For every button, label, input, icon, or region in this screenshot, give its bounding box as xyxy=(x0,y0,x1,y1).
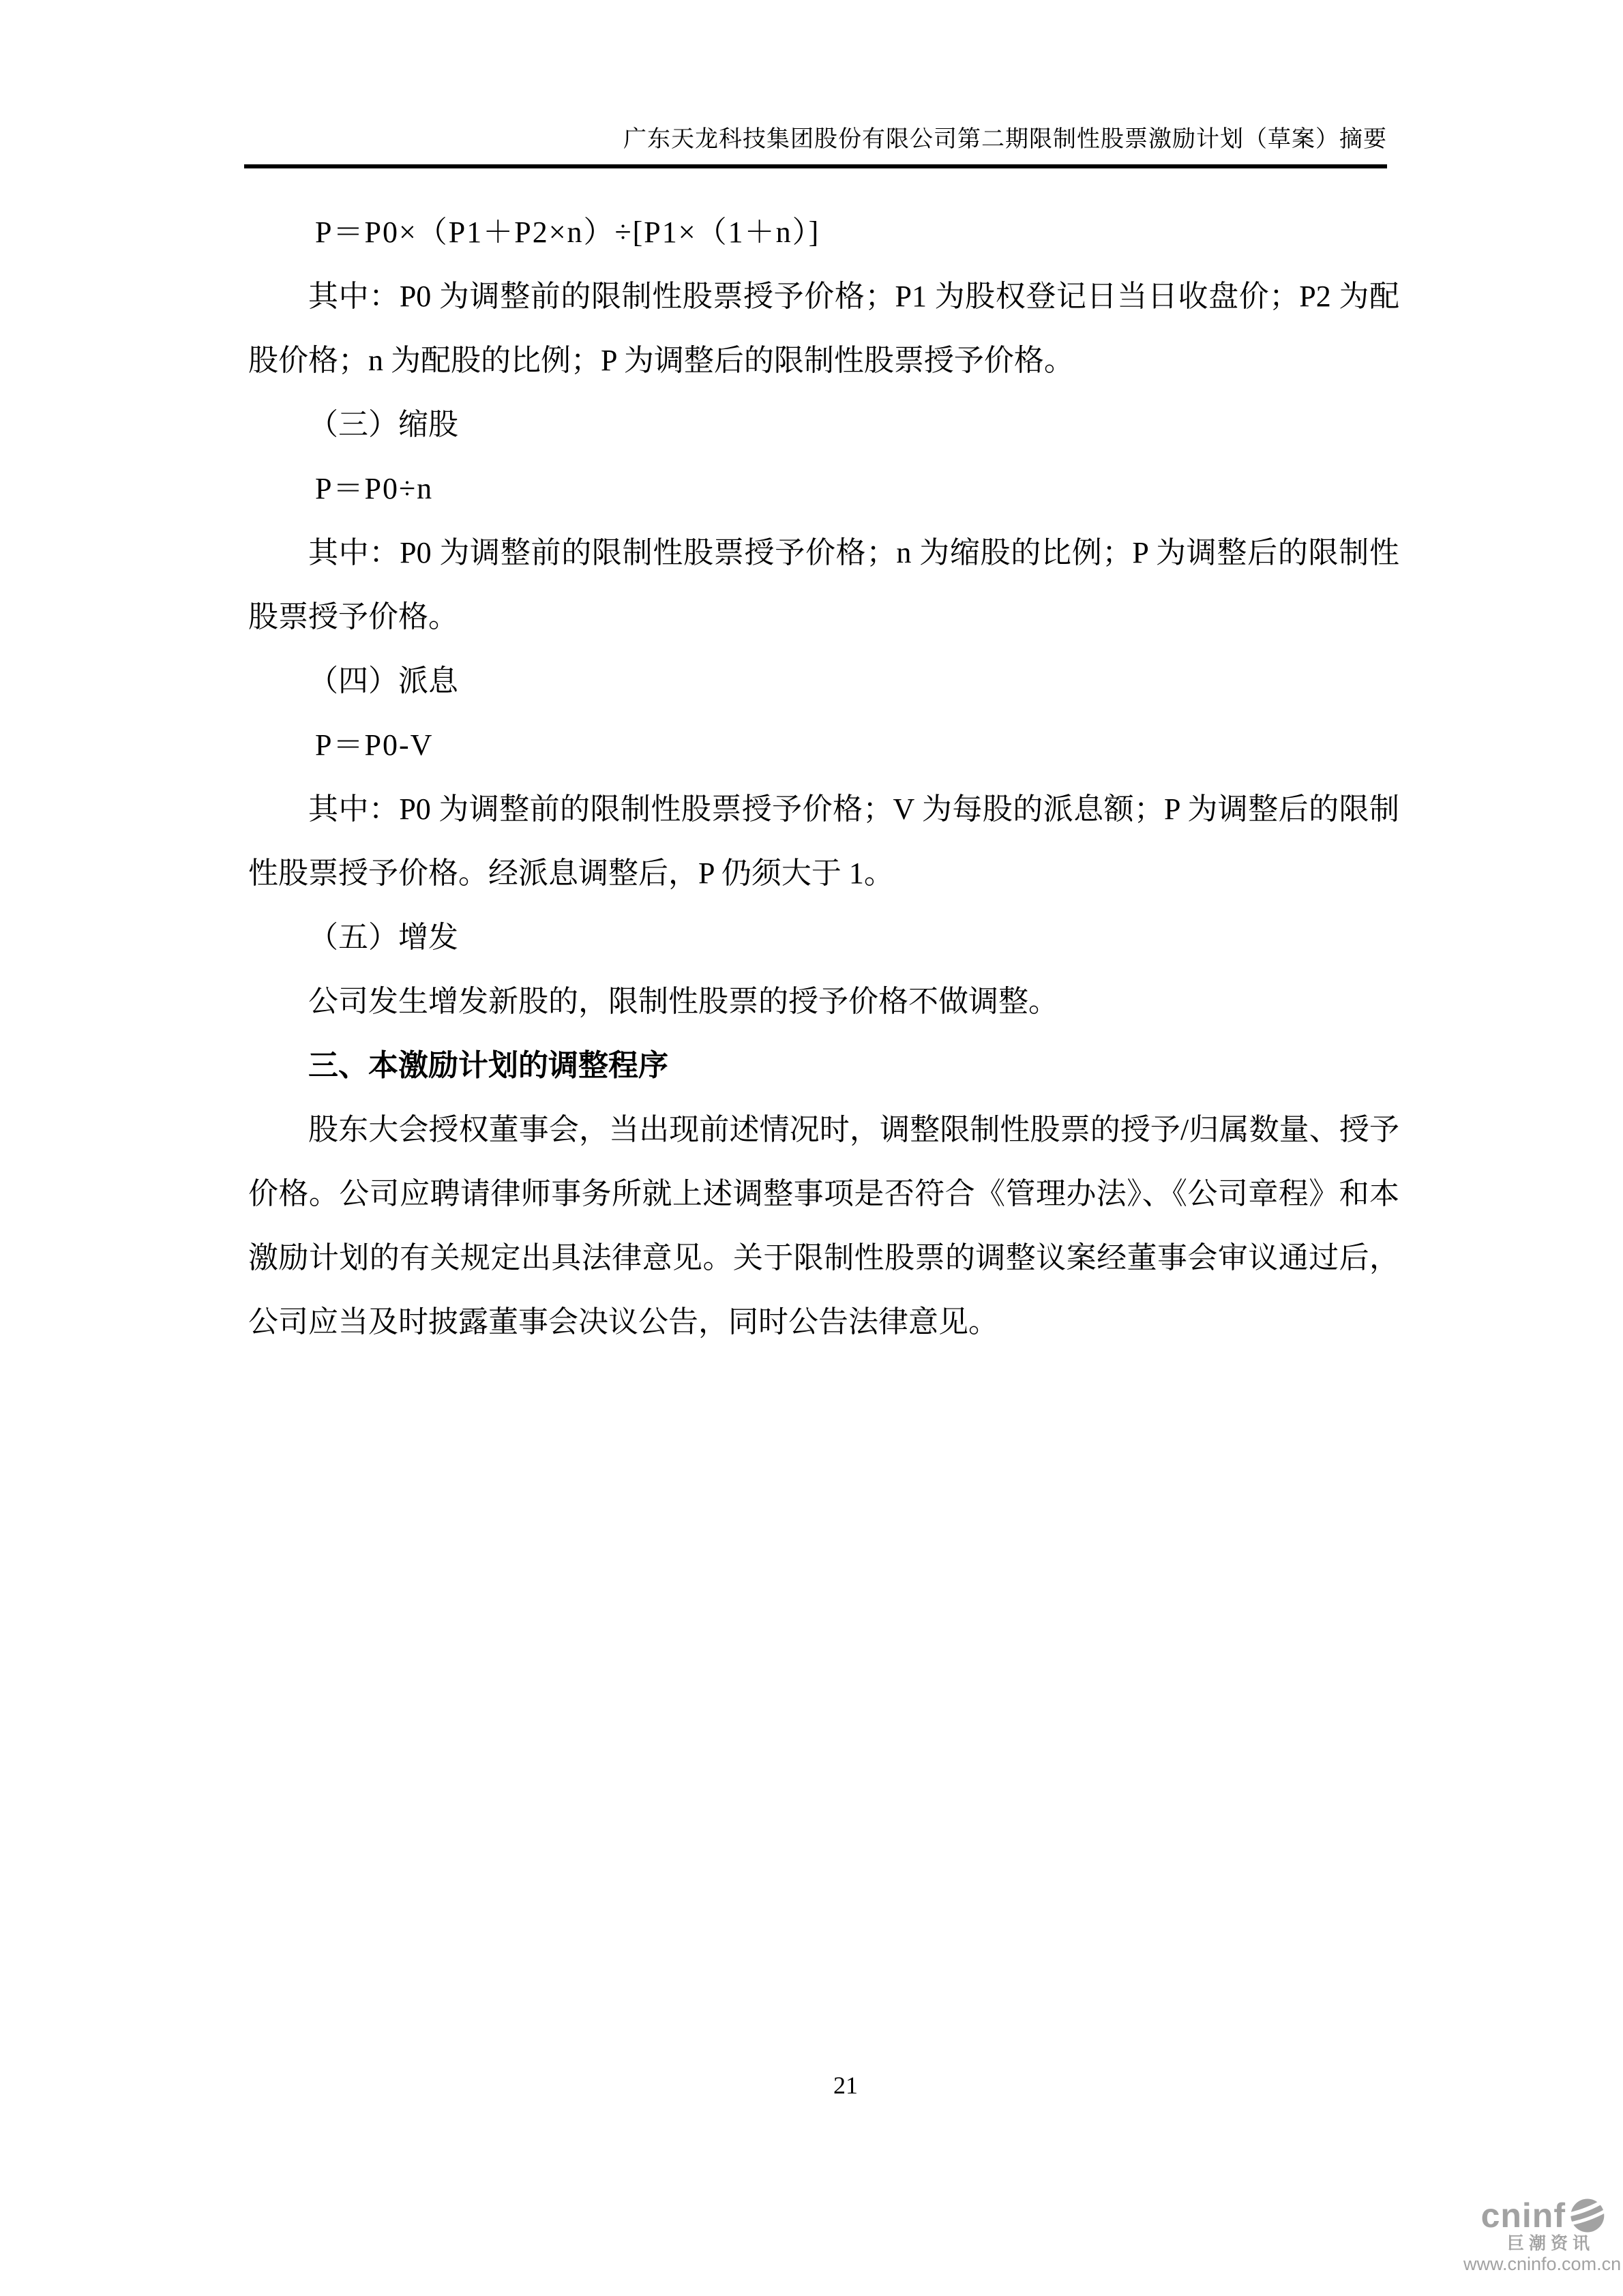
formula-share-consolidation: P＝P0÷n xyxy=(315,472,434,505)
cninfo-logo-text: cninf xyxy=(1480,2196,1566,2235)
cninfo-globe-icon xyxy=(1568,2197,1605,2234)
formula-rights-issue: P＝P0×（P1＋P2×n）÷[P1×（1＋n）] xyxy=(315,215,820,249)
page-number: 21 xyxy=(833,2072,858,2099)
para-additional-issuance: 公司发生增发新股的，限制性股票的授予价格不做调整。 xyxy=(308,985,1058,1018)
para-adjustment-procedure: 股东大会授权董事会，当出现前述情况时，调整限制性股票的授予/归属数量、授予价格。公司应聘请律师事务所就上述调整事项是否符合《管理办法》、《公司章程》和本激励计划的有关规定出具法律意见。关于限制性股票的调整议案经董事会审议通过后，公司应当及时披露董事会决议公告，同时公告法律意见。 xyxy=(248,1113,1399,1339)
heading-share-consolidation: （三）缩股 xyxy=(308,408,458,441)
cninfo-logo-row xyxy=(1463,2197,1618,2234)
para-rights-issue-definitions: 其中：P0 为调整前的限制性股票授予价格；P1 为股权登记日当日收盘价；P2 为配股价格；n 为配股的比例；P 为调整后的限制性股票授予价格。 xyxy=(248,280,1399,377)
heading-dividend: （四）派息 xyxy=(308,664,458,698)
cninfo-watermark xyxy=(1463,2196,1622,2275)
para-share-consolidation-definitions: 其中：P0 为调整前的限制性股票授予价格；n 为缩股的比例；P 为调整后的限制性股票授予价格。 xyxy=(248,536,1399,633)
para-dividend-definitions: 其中：P0 为调整前的限制性股票授予价格；V 为每股的派息额；P 为调整后的限制性股票授予价格。经派息调整后，P 仍须大于 1。 xyxy=(248,792,1399,890)
header-title: 广东天龙科技集团股份有限公司第二期限制性股票激励计划（草案）摘要 xyxy=(623,127,1387,152)
heading-additional-issuance: （五）增发 xyxy=(308,921,458,954)
cninfo-url: www.cninfo.com.cn xyxy=(1463,2254,1622,2274)
formula-dividend: P＝P0-V xyxy=(315,728,434,762)
cninfo-chinese-name: 巨潮资讯 xyxy=(1506,2234,1594,2253)
document-body xyxy=(248,200,1399,1354)
heading-adjustment-procedure: 三、本激励计划的调整程序 xyxy=(308,1049,668,1082)
header-rule xyxy=(244,164,1387,168)
